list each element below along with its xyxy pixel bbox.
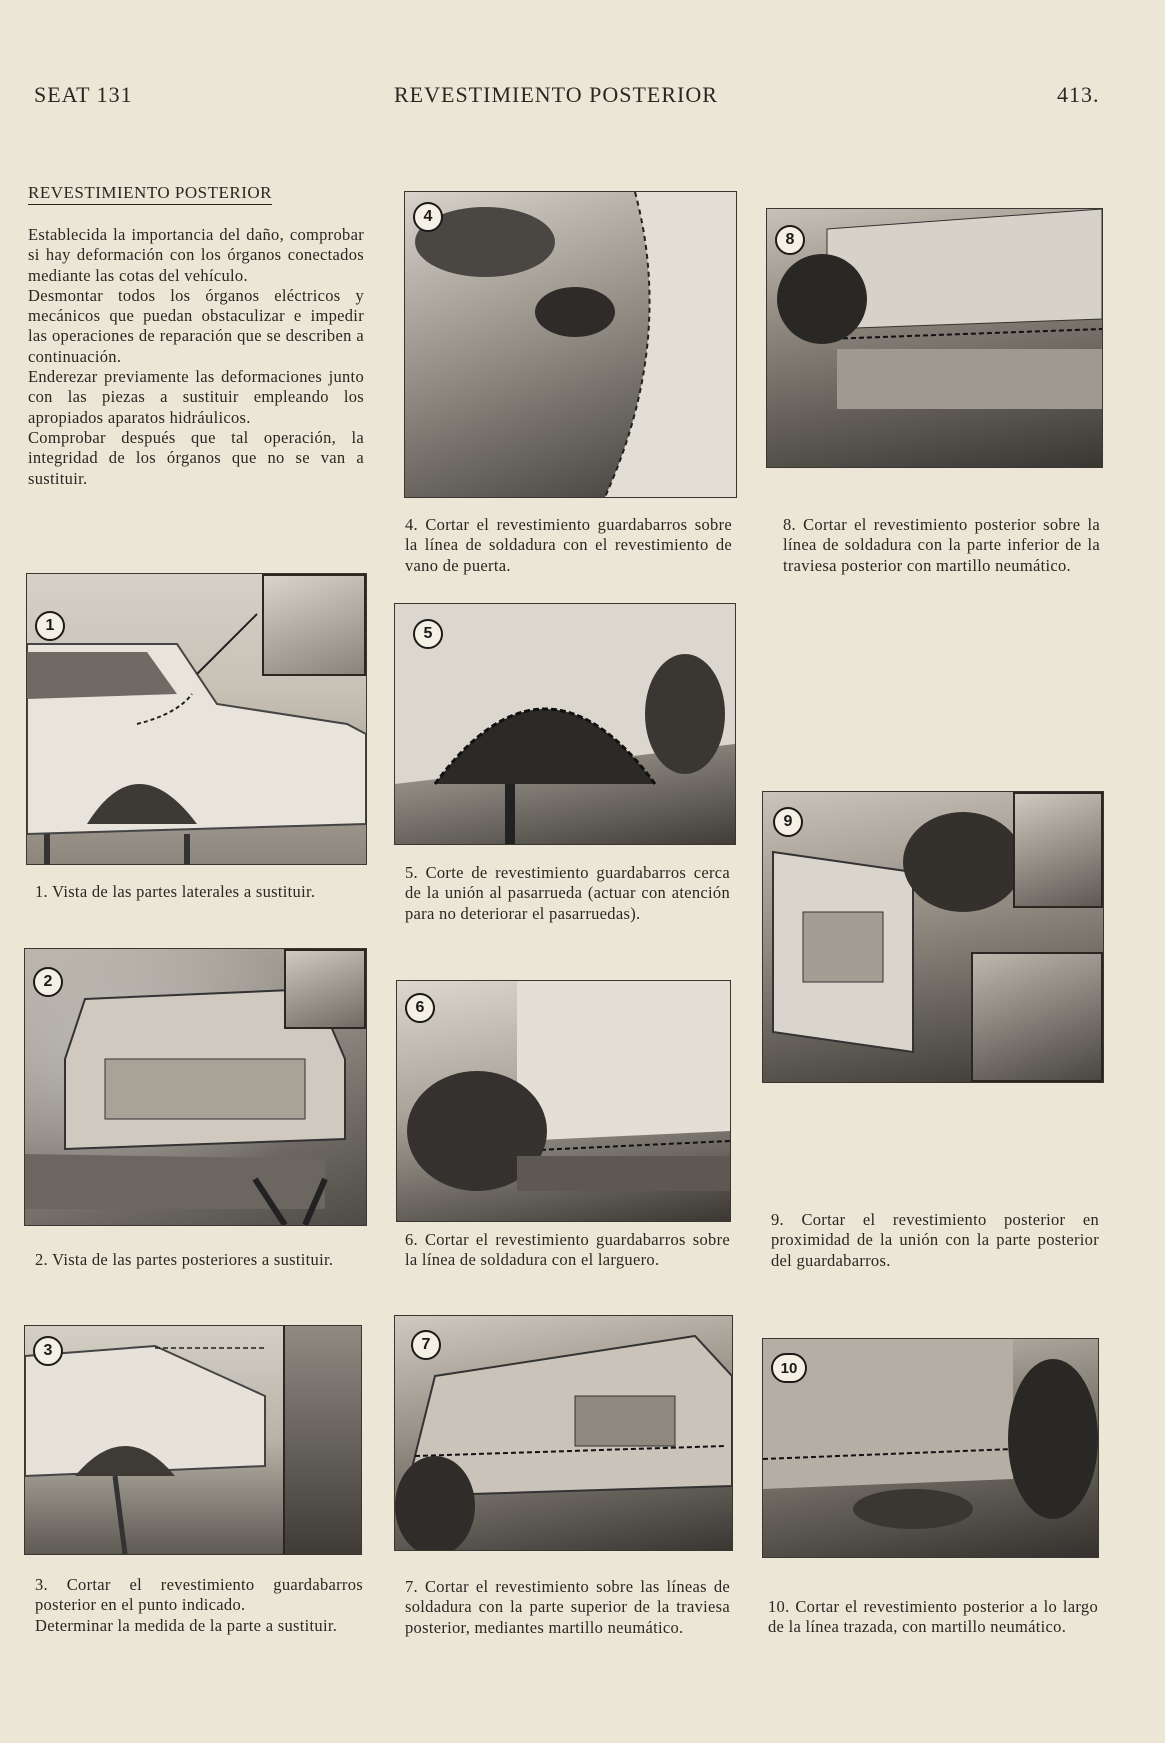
figure-4-badge: 4: [413, 202, 443, 232]
figure-1-photo: [26, 573, 367, 865]
page-number: 413.: [1057, 82, 1100, 107]
figure-3-caption-line-2: Determinar la medida de la parte a sustituir.: [35, 1615, 338, 1635]
figure-1-inset: [262, 574, 366, 676]
figure-7-caption: 7. Cortar el revestimiento sobre las líneas de soldadura con la parte superior de la traviesa posterior, mediantes martillo neumático.: [405, 1577, 730, 1637]
figure-7-photo: [394, 1315, 733, 1551]
intro-paragraph: Enderezar previamente las deformaciones junto con las piezas a sustituir empleando los apropiados aparatos hidráulicos.: [28, 367, 364, 427]
figure-2-inset: [284, 949, 366, 1029]
figure-3-caption-line-1: 3. Cortar el revestimiento guardabarros posterior en el punto indicado.: [35, 1575, 363, 1615]
figure-9-inset-bottom: [971, 952, 1103, 1082]
figure-5-photo: [394, 603, 736, 845]
figure-6-photo: [396, 980, 731, 1222]
figure-5-caption: 5. Corte de revestimiento guardabarros cerca de la unión al pasarrueda (actuar con atención para no deteriorar el pasarruedas).: [405, 863, 730, 923]
figure-4-caption: 4. Cortar el revestimiento guardabarros sobre la línea de soldadura con el revestimiento de vano de puerta.: [405, 515, 732, 575]
figure-2-badge: 2: [33, 967, 63, 997]
figure-1-badge: 1: [35, 611, 65, 641]
figure-1-caption: 1. Vista de las partes laterales a sustituir.: [35, 882, 316, 901]
worker-under-rear-panel: [767, 209, 1102, 467]
figure-5-badge: 5: [413, 619, 443, 649]
figure-10-badge: 10: [771, 1353, 807, 1383]
figure-9-badge: 9: [773, 807, 803, 837]
figure-6-caption: 6. Cortar el revestimiento guardabarros sobre la línea de soldadura con el larguero.: [405, 1230, 730, 1270]
figure-8-badge: 8: [775, 225, 805, 255]
figure-9-caption: 9. Cortar el revestimiento posterior en proximidad de la unión con la parte posterior del guardabarros.: [771, 1210, 1099, 1270]
worker-cutting-door-edge: [405, 192, 736, 497]
figure-3-badge: 3: [33, 1336, 63, 1366]
figure-4-photo: [404, 191, 737, 498]
intro-paragraph: Establecida la importancia del daño, comprobar si hay deformación con los órganos conectados mediante las cotas del vehículo.: [28, 225, 364, 285]
header-model: SEAT 131: [34, 82, 133, 107]
section-title: REVESTIMIENTO POSTERIOR: [28, 183, 272, 205]
intro-paragraph: Comprobar después que tal operación, la integridad de los órganos que no se van a sustituir.: [28, 427, 364, 488]
figure-2-photo: [24, 948, 367, 1226]
figure-10-photo: [762, 1338, 1099, 1558]
worker-cutting-sill: [397, 981, 730, 1221]
figure-3-inset: [283, 1326, 361, 1554]
intro-text: [28, 225, 364, 489]
figure-3-caption: [35, 1575, 363, 1636]
worker-cutting-along-line: [763, 1339, 1098, 1557]
figure-9-photo: [762, 791, 1104, 1083]
worker-cutting-wheel-arch: [395, 604, 735, 844]
figure-8-caption: 8. Cortar el revestimiento posterior sobre la línea de soldadura con la parte inferior de la traviesa posterior con martillo neumático.: [783, 515, 1100, 575]
intro-paragraph: Desmontar todos los órganos eléctricos y mecánicos que puedan obstaculizar e impedir las operaciones de reparación que se describen a continuación.: [28, 285, 364, 366]
figure-10-caption: 10. Cortar el revestimiento posterior a lo largo de la línea trazada, con martillo neumático.: [768, 1597, 1098, 1637]
figure-3-photo: [24, 1325, 362, 1555]
figure-2-caption: 2. Vista de las partes posteriores a sustituir.: [35, 1250, 334, 1269]
figure-9-inset-top: [1013, 792, 1103, 908]
figure-8-photo: [766, 208, 1103, 468]
figure-7-badge: 7: [411, 1330, 441, 1360]
worker-cutting-rear-crossmember: [395, 1316, 732, 1550]
figure-6-badge: 6: [405, 993, 435, 1023]
header-title: REVESTIMIENTO POSTERIOR: [394, 82, 718, 107]
